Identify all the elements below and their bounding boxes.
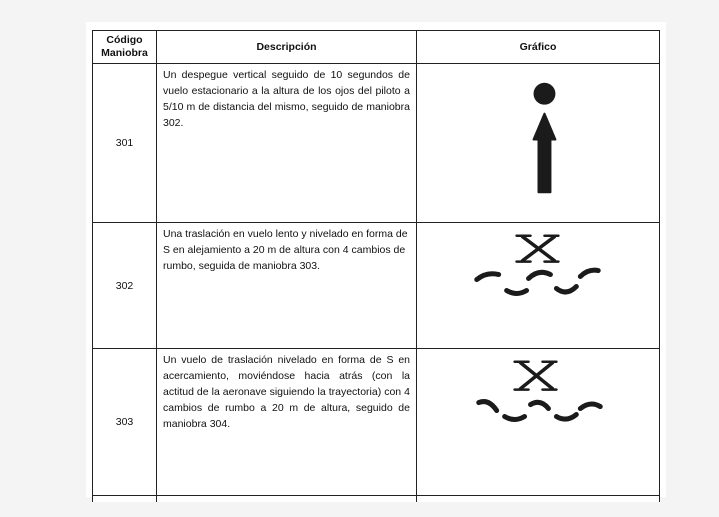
- header-description: Descripción: [157, 31, 417, 64]
- maneuver-graphic: [417, 223, 660, 349]
- header-graphic: Gráfico: [417, 31, 660, 64]
- maneuver-graphic: [417, 349, 660, 496]
- maneuver-description: Un despegue vertical seguido de 10 segundos de vuelo estacionario a la altura de los ojos del piloto a 5/10 m de distancia del mismo, seguido de maniobra 302.: [157, 64, 417, 223]
- table-row-partial: [93, 496, 660, 503]
- partial-cell: [93, 496, 157, 503]
- header-code-line2: Maniobra: [101, 47, 148, 59]
- table-row: [93, 223, 660, 349]
- maneuver-description: Una traslación en vuelo lento y nivelado en forma de S en alejamiento a 20 m de altura con 4 cambios de rumbo, seguida de maniobra 303.: [157, 223, 417, 349]
- vertical-takeoff-arrow-icon: [417, 64, 659, 222]
- table-row: [93, 349, 660, 496]
- maneuver-table: [92, 30, 660, 502]
- s-shape-approach-icon: [417, 349, 659, 495]
- maneuver-description: Un vuelo de traslación nivelado en forma de S en acercamiento, moviéndose hacia atrás (con la actitud de la aeronave siguiendo la trayectoria) con 4 cambios de rumbo a 20 m de altura, seguido de maniobra 304.: [157, 349, 417, 496]
- s-shape-away-icon: [417, 223, 659, 348]
- maneuver-code: 303: [93, 349, 157, 496]
- header-code: [93, 31, 157, 64]
- table-row: [93, 64, 660, 223]
- maneuver-code: 302: [93, 223, 157, 349]
- table-header-row: [93, 31, 660, 64]
- partial-cell: [417, 496, 660, 503]
- maneuver-graphic: [417, 64, 660, 223]
- partial-cell: [157, 496, 417, 503]
- maneuver-code: 301: [93, 64, 157, 223]
- header-code-line1: Código: [106, 34, 143, 46]
